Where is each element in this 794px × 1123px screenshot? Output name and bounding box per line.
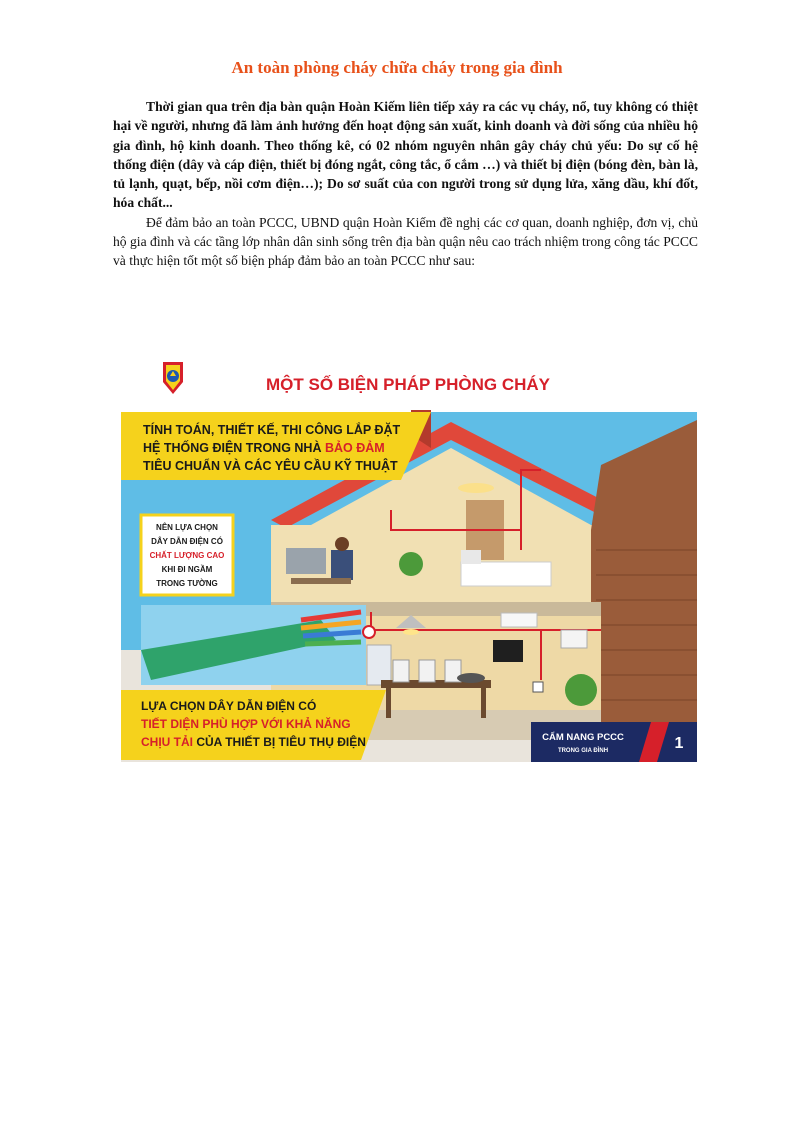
banner-bottom-line2: TIẾT DIỆN PHÙ HỢP VỚI KHẢ NĂNG (141, 717, 351, 731)
article-body (113, 97, 698, 271)
paragraph-causes: Thời gian qua trên địa bàn quận Hoàn Kiếm liên tiếp xảy ra các vụ cháy, nổ, tuy không có thiệt hại về người, nhưng đã làm ảnh hưởng đến hoạt động sản xuất, kinh doanh và đời sống của nhiều hộ gia đình, hộ kinh doanh. Theo thống kê, có 02 nhóm nguyên nhân gây cháy chủ yếu: Do sự cố hệ thống điện (dây và cáp điện, thiết bị đóng ngắt, công tắc, ổ cắm …) và thiết bị điện (bóng đèn, bàn là, tủ lạnh, quạt, bếp, nồi cơm điện…); Do sơ suất của con người trong sử dụng lửa, xăng dầu, khí đốt, hóa chất... (113, 99, 698, 211)
svg-text:CHỊU TẢI CỦA THIẾT BỊ TIÊU THỤ (141, 734, 366, 749)
banner-top-line2b: BẢO ĐẢM (324, 441, 385, 455)
paragraph-measures: Để đảm bảo an toàn PCCC, UBND quận Hoàn Kiếm đề nghị các cơ quan, doanh nghiệp, đơn vị, chủ hộ gia đình và các tầng lớp nhân dân sinh sống trên địa bàn quận nêu cao trách nhiệm trong công tác PCCC và thực hiện tốt một số biện pháp đảm bảo an toàn PCCC như sau: (113, 214, 698, 269)
banner-bottom-line3b: CỦA THIẾT BỊ TIÊU THỤ ĐIỆN (193, 735, 366, 749)
badge-number: 1 (674, 735, 684, 752)
banner-bottom-line3a: CHỊU TẢI (141, 735, 193, 749)
note-line4: KHI ĐI NGẦM (161, 565, 213, 574)
note-line2: DÂY DẪN ĐIỆN CÓ (151, 537, 223, 546)
infographic-heading: MỘT SỐ BIỆN PHÁP PHÒNG CHÁY (266, 375, 550, 394)
banner-top-line2a: HỆ THỐNG ĐIỆN TRONG NHÀ (143, 441, 325, 455)
badge-subtitle: TRONG GIA ĐÌNH (557, 748, 609, 754)
handbook-badge (531, 722, 697, 762)
fire-prevention-infographic (121, 350, 697, 762)
banner-top-line3: TIÊU CHUẨN VÀ CÁC YÊU CẦU KỸ THUẬT (143, 459, 398, 473)
note-line1: NÊN LỰA CHỌN (156, 523, 218, 532)
cable-illustration (141, 605, 375, 685)
svg-text:HỆ THỐNG ĐIỆN TRONG NHÀ BẢO ĐẢ (143, 440, 385, 455)
note-line5: TRONG TƯỜNG (156, 579, 218, 588)
badge-title: CẨM NANG PCCC (542, 732, 624, 743)
page-title: An toàn phòng cháy chữa cháy trong gia đình (231, 58, 563, 77)
banner-bottom-line1: LỰA CHỌN DÂY DẪN ĐIỆN CÓ (141, 699, 317, 713)
note-line3: CHẤT LƯỢNG CAO (149, 551, 225, 560)
banner-top-line1: TÍNH TOÁN, THIẾT KẾ, THI CÔNG LẮP ĐẶT (143, 423, 401, 437)
